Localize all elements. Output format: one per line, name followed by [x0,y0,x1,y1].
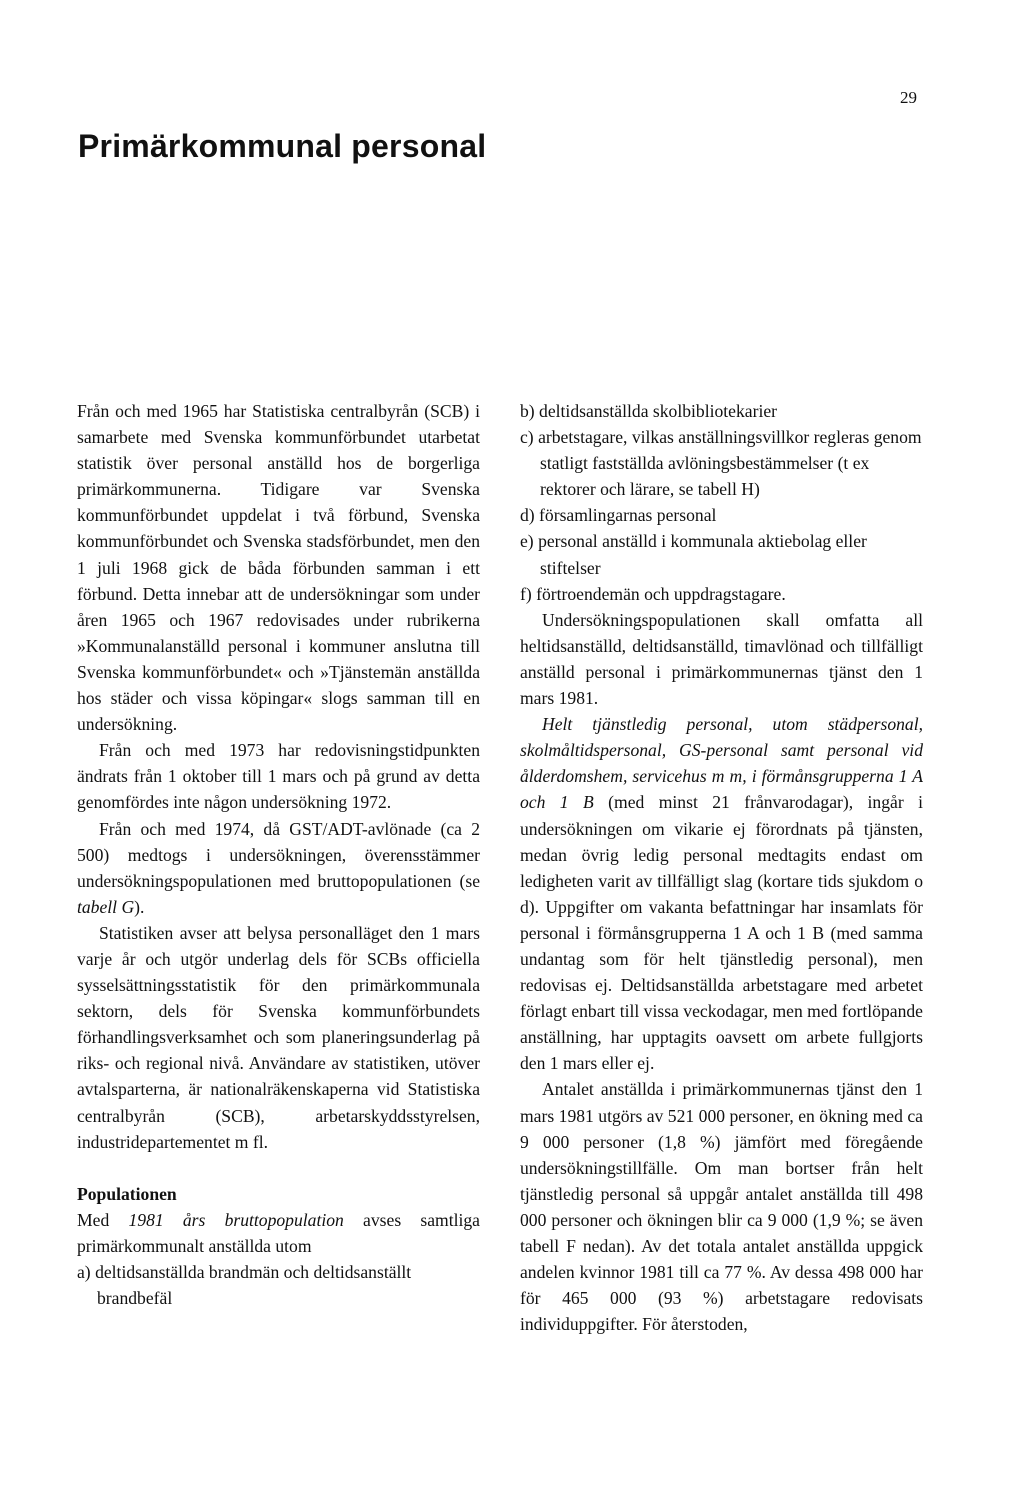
population-scope-end: ). [134,896,145,917]
population-scope-paragraph [77,816,480,920]
exclusion-item-f: f) förtroendemän och uppdragstagare. [520,583,786,604]
page-number: 29 [900,88,917,107]
exclusion-item-c: c) arbetstagare, vilkas anställningsvillkor regleras genom statligt fastställda avlöningsbestämmelser (t ex rektorer och lärare, se tabell H) [520,427,922,500]
section-heading: Populationen [77,1183,177,1204]
exclusion-item-a: a) deltidsanställda brandmän och deltidsanställt brandbefäl [77,1262,412,1309]
reporting-date-paragraph: Från och med 1973 har redovisningstidpunkten ändrats från 1 oktober till 1 mars och på grund av detta genomfördes inte någon undersökning 1972. [77,740,480,813]
left-column [77,398,480,1311]
table-reference: tabell G [77,896,135,917]
population-definition-start: Med [77,1209,129,1230]
purpose-paragraph: Statistiken avser att belysa personalläget den 1 mars varje år och utgör underlag dels för SCBs officiella sysselsättningsstatistik för den primärkommunala sektorn, dels för Svenska kommunförbundets förhandlingsverksamhet och som planeringsunderlag på riks- och regional nivå. Användare av statistiken, utöver avtalsparterna, är nationalräkenskaperna vid Statistiska centralbyrån (SCB), arbetarskyddsstyrelsen, industridepartementet m fl. [77,922,480,1152]
exclusion-item-d: d) församlingarnas personal [520,505,717,526]
exclusion-item-b: b) deltidsanställda skolbibliotekarier [520,401,777,421]
population-definition-end: avses samtliga primärkommunalt anställda utom [77,1209,480,1256]
leave-personnel-text: (med minst 21 frånvarodagar), ingår i undersökningen om vikarie ej förordnats på tjänsten, medan övrig ledig personal medtagits endast om ledigheten varit av tillfälligt slag (kortare tids sjukdom o d). Uppgifter om vakanta befattningar har insamlats för personal i förmånsgrupperna 1 A och 1 B (med samma undantag som för helt tjänstledig personal), men redovisas ej. Deltidsanställda arbetstagare med arbetet förlagt enbart till vissa veckodagar, men med fortlöpande anställning, har upptagits oavsett om arbete fullgjorts den 1 mars eller ej. [520,792,923,1074]
leave-personnel-paragraph [520,711,923,1076]
employee-count-paragraph: Antalet anställda i primärkommunernas tjänst den 1 mars 1981 utgörs av 521 000 personer, en ökning med ca 9 000 personer (1,8 %) jämfört med föregående undersökningstillfälle. Om man bortser från helt tjänstledig personal så uppgår antalet anställda till 498 000 personer och ökningen blir ca 9 000 (1,9 %; se även tabell F nedan). Av det totala antalet anställda uppgick andelen kvinnor 1981 till ca 77 %. Av dessa 498 000 har för 465 000 (93 %) arbetstagare redovisats individuppgifter. För återstoden, [520,1079,923,1335]
population-term: 1981 års bruttopopulation [128,1209,344,1230]
right-column [520,398,923,1337]
population-definition [77,1207,480,1259]
page-title: Primärkommunal personal [78,128,487,164]
population-scope-text: Från och med 1974, då GST/ADT-avlönade (ca 2 500) medtogs i undersökningen, överensstämmer undersökningspopulationen med bruttopopulationen (se [77,818,480,891]
intro-paragraph: Från och med 1965 har Statistiska centralbyrån (SCB) i samarbete med Svenska kommunförbundet utarbetat statistik över personal anställd hos de borgerliga primärkommunerna. Tidigare var Svenska kommunförbundet uppdelat i två förbund, Svenska kommunförbundet och Svenska stadsförbundet, men den 1 juli 1968 gick de båda förbunden samman i ett förbund. Detta innebar att de undersökningar som under åren 1965 och 1967 redovisades under rubrikerna »Kommunalanställd personal i kommuner anslutna till Svenska kommunförbundet« och »Tjänstemän anställda hos städer och vissa köpingar« slogs samman till en undersökning. [77,401,480,735]
leave-personnel-term: Helt tjänstledig personal, utom städpersonal, skolmåltidspersonal, GS-personal samt personal vid ålderdomshem, servicehus m m, i förmånsgrupperna 1 A och 1 B [520,714,923,813]
study-population-paragraph: Undersökningspopulationen skall omfatta all heltidsanställd, deltidsanställd, timavlönad och tillfälligt anställd personal i primärkommunernas tjänst den 1 mars 1981. [520,609,923,709]
exclusion-item-e: e) personal anställd i kommunala aktiebolag eller stiftelser [520,531,867,578]
